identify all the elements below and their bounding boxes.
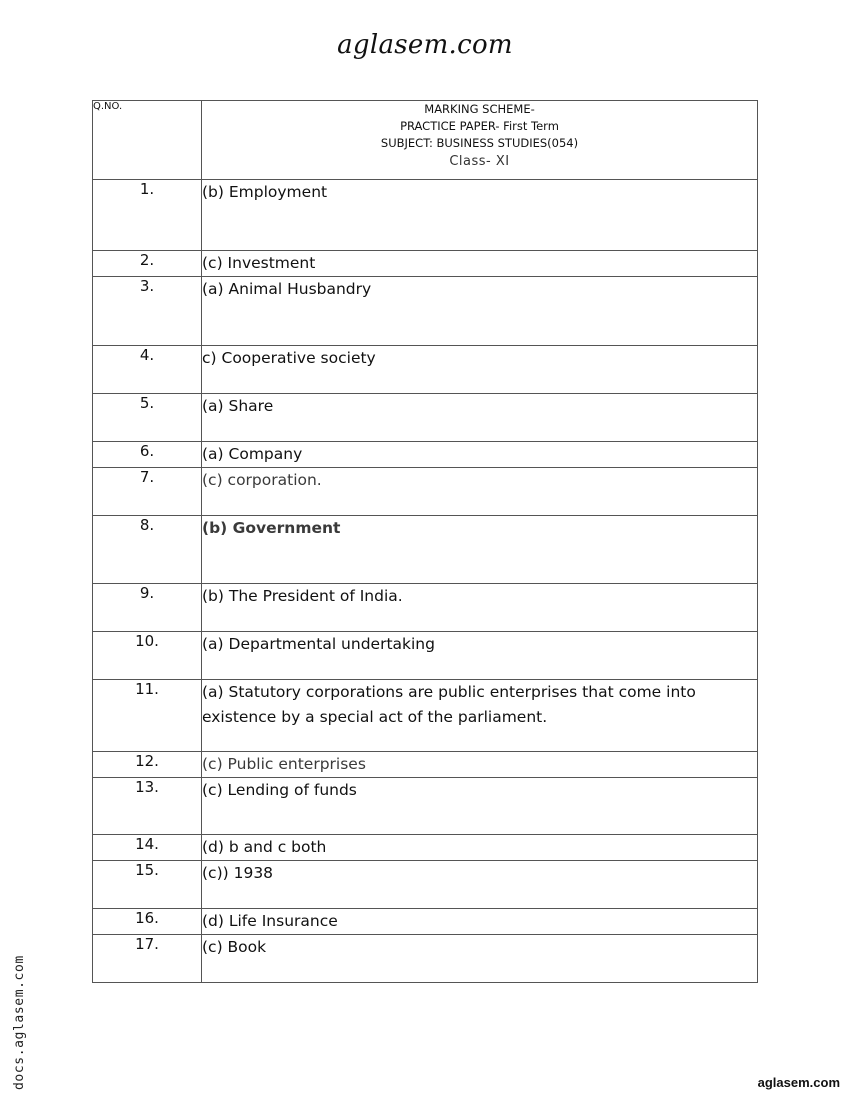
question-number: 9. bbox=[93, 584, 202, 632]
table-row bbox=[93, 277, 758, 346]
answer-text: (b) The President of India. bbox=[202, 584, 758, 632]
answer-text: c) Cooperative society bbox=[202, 346, 758, 394]
answer-text: (c) Lending of funds bbox=[202, 778, 758, 835]
question-number: 4. bbox=[93, 346, 202, 394]
marking-scheme-table bbox=[92, 100, 758, 983]
table-row bbox=[93, 468, 758, 516]
answer-text: (c) Public enterprises bbox=[202, 752, 758, 778]
table-row bbox=[93, 778, 758, 835]
question-number: 14. bbox=[93, 835, 202, 861]
footer-brand: aglasem.com bbox=[757, 1075, 840, 1090]
side-watermark: docs.aglasem.com bbox=[12, 955, 27, 1090]
question-number: 1. bbox=[93, 180, 202, 251]
answer-text: (c) Book bbox=[202, 935, 758, 983]
site-logo: aglasem.com bbox=[337, 30, 513, 60]
title-line-2: PRACTICE PAPER- First Term bbox=[400, 119, 559, 133]
table-row bbox=[93, 346, 758, 394]
question-number: 10. bbox=[93, 632, 202, 680]
answer-text: (a) Statutory corporations are public enterprises that come into existence by a special act of the parliament. bbox=[202, 680, 758, 752]
table-row bbox=[93, 632, 758, 680]
title-block bbox=[202, 101, 758, 180]
table-row bbox=[93, 442, 758, 468]
answer-text: (b) Employment bbox=[202, 180, 758, 251]
question-number: 8. bbox=[93, 516, 202, 584]
table-row bbox=[93, 584, 758, 632]
question-number: 15. bbox=[93, 861, 202, 909]
question-number: 16. bbox=[93, 909, 202, 935]
answer-text: (b) Government bbox=[202, 516, 758, 584]
title-line-3: SUBJECT: BUSINESS STUDIES(054) bbox=[380, 136, 579, 150]
table-row bbox=[93, 394, 758, 442]
table-row bbox=[93, 251, 758, 277]
table-row bbox=[93, 935, 758, 983]
question-number: 7. bbox=[93, 468, 202, 516]
question-number: 2. bbox=[93, 251, 202, 277]
title-line-1: MARKING SCHEME- bbox=[424, 102, 535, 116]
header-row bbox=[93, 101, 758, 180]
question-number: 6. bbox=[93, 442, 202, 468]
question-number: 17. bbox=[93, 935, 202, 983]
question-number: 11. bbox=[93, 680, 202, 752]
class-line: Class- XI bbox=[449, 154, 510, 169]
question-number: 5. bbox=[93, 394, 202, 442]
table-row bbox=[93, 752, 758, 778]
answer-text: (c) Investment bbox=[202, 251, 758, 277]
answer-text: (c) corporation. bbox=[202, 468, 758, 516]
qno-header: Q.NO. bbox=[93, 101, 202, 180]
question-number: 12. bbox=[93, 752, 202, 778]
table-row bbox=[93, 835, 758, 861]
table-row bbox=[93, 680, 758, 752]
answer-text: (a) Departmental undertaking bbox=[202, 632, 758, 680]
question-number: 3. bbox=[93, 277, 202, 346]
answer-text: (d) b and c both bbox=[202, 835, 758, 861]
table-row bbox=[93, 909, 758, 935]
table-row bbox=[93, 180, 758, 251]
answer-text: (a) Company bbox=[202, 442, 758, 468]
question-number: 13. bbox=[93, 778, 202, 835]
answer-text: (a) Share bbox=[202, 394, 758, 442]
table-row bbox=[93, 861, 758, 909]
answer-text: (a) Animal Husbandry bbox=[202, 277, 758, 346]
answer-text: (d) Life Insurance bbox=[202, 909, 758, 935]
table-row bbox=[93, 516, 758, 584]
answer-text: (c)) 1938 bbox=[202, 861, 758, 909]
